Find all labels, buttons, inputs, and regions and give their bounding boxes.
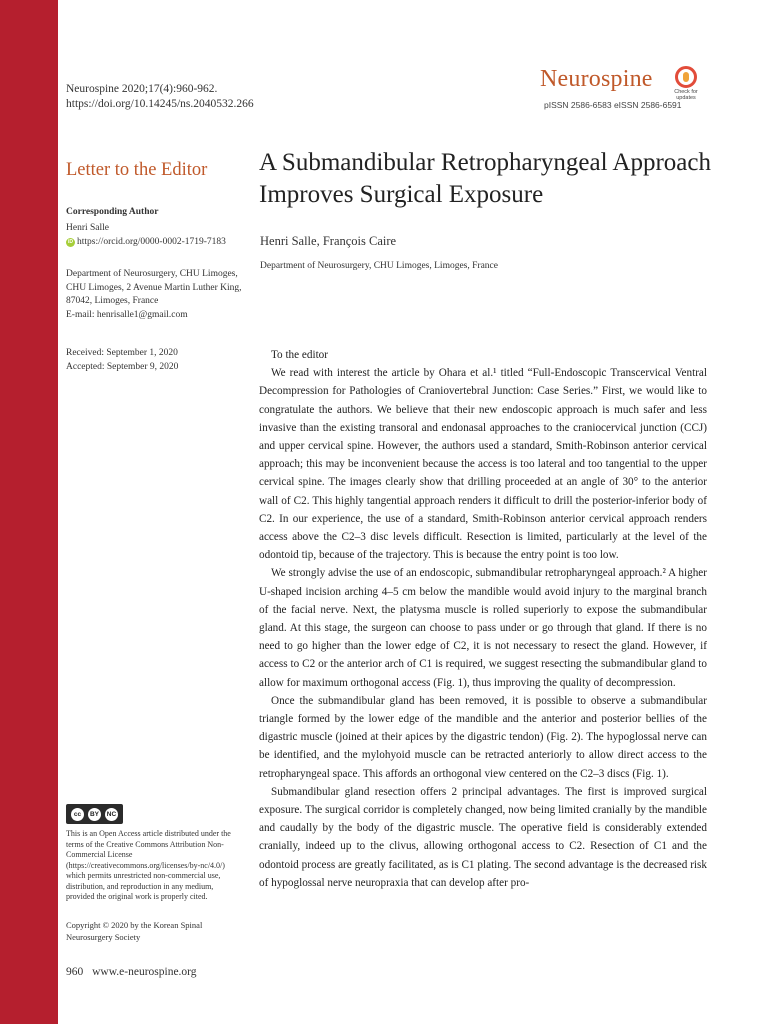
check-updates-icon	[675, 66, 697, 88]
salutation: To the editor	[271, 349, 329, 361]
doi-link[interactable]: https://doi.org/10.14245/ns.2040532.266	[66, 98, 254, 110]
corresponding-address	[66, 268, 242, 322]
author-affiliation: Department of Neurosurgery, CHU Limoges, Limoges, France	[260, 261, 498, 271]
journal-logo-text[interactable]: Neurospine	[540, 66, 653, 92]
author-list: Henri Salle, François Caire	[260, 234, 397, 248]
cc-icon: cc	[71, 808, 84, 821]
received-date: Received: September 1, 2020	[66, 348, 178, 358]
accepted-date: Accepted: September 9, 2020	[66, 362, 179, 372]
page-number: 960	[66, 966, 84, 978]
corresponding-author-heading: Corresponding Author	[66, 207, 159, 217]
nc-icon: NC	[105, 808, 118, 821]
issn-line: pISSN 2586-6583 eISSN 2586-6591	[544, 100, 682, 110]
creative-commons-badge[interactable]	[66, 804, 123, 824]
citation-line: Neurospine 2020;17(4):960-962.	[66, 83, 218, 95]
section-label: Letter to the Editor	[66, 160, 208, 180]
journal-citation	[66, 82, 254, 112]
license-text: This is an Open Access article distributed under the terms of the Creative Commons Attribution Non-Commercial License (https://creativecommons.org/licenses/by-nc/4.0/) which permits unrestricted non-commercial use, distribution, and reproduction in any medium, provided the original work is properly cited.	[66, 829, 231, 901]
orcid-link[interactable]: https://orcid.org/0000-0002-1719-7183	[77, 237, 226, 247]
paragraph-2: We strongly advise the use of an endoscopic, submandibular retropharyngeal approach.² A higher U-shaped incision arching 4–5 cm below the mandible would avoid injury to the marginal branch of the facial nerve. Next, the platysma muscle is rolled superiorly to expose the submandibular gland. At this stage, the surgeon can choose to pass under or go through that gland. If there is no need to go higher than the lower edge of C2, it is not necessary to resect the gland. However, if access to C2 or the anterior arch of C1 is required, we suggest resecting the submandibular gland to allow for maximum orthogonal access (Fig. 1), thus improving the quality of decompression.	[259, 567, 707, 689]
by-icon: BY	[88, 808, 101, 821]
journal-brand	[540, 66, 710, 116]
paragraph-3: Once the submandibular gland has been removed, it is possible to observe a submandibular triangle formed by the lower edge of the mandible and the anterior and posterior bellies of the digastric muscle (joined at their apices by the digastric tendon) (Fig. 2). The hypoglossal nerve can be identified, and the mylohyoid muscle can be retracted anteriorly to allow direct access to the retropharyngeal space. This affords an orthogonal view centered on the C2–3 discs (Fig. 1).	[259, 694, 707, 780]
paragraph-1: We read with interest the article by Ohara et al.¹ titled “Full-Endoscopic Transcervical Ventral Decompression for Pathologies of Craniovertebral Junction: Case Series.” First, we would like to congratulate the authors. We believe that their new endoscopic approach is much safer and less invasive than the existing transoral and endonasal approaches to the craniocervical junction (CCJ) and upper cervical spine. However, the authors used a standard, Smith-Robinson anterior cervical approach; this may be inconvenient because the access is too lateral and too tangential to the upper cervical spine. The images clearly show that drilling proceeded at an angle of 30° to the anterior wall of C2. This highly tangential approach renders it difficult to drill the posterior-inferior body of C2. In our experience, the use of a standard, Smith-Robinson anterior cervical approach renders access above the C2–3 disc levels difficult. Resection is limited, particularly at the level of the odontoid tip, because of the trajectory. This is because the entry point is too low.	[259, 367, 707, 562]
corresponding-author-name: Henri Salle	[66, 223, 110, 233]
orcid-line	[66, 236, 246, 250]
article-body	[259, 346, 707, 892]
page-footer	[66, 966, 197, 978]
side-color-bar	[0, 0, 58, 1024]
article-title: A Submandibular Retropharyngeal Approach Improves Surgical Exposure	[259, 149, 711, 208]
copyright-text: Copyright © 2020 by the Korean Spinal Neurosurgery Society	[66, 920, 203, 942]
orcid-icon: iD	[68, 239, 73, 246]
journal-website-link[interactable]: www.e-neurospine.org	[92, 966, 197, 978]
check-updates-text: Check for updates	[674, 89, 698, 101]
paragraph-4: Submandibular gland resection offers 2 principal advantages. The first is improved surgical exposure. The surgical corridor is completely changed, now being limited cranially by the mandible and caudally by the body of the digastric muscle. The operative field is considerably extended cranially, indeed up to the clivus, allowing orthogonal access to C2. Resection of C1 and the odontoid process are greatly facilitated, as is C1 plating. The second advantage is the decreased risk of hypoglossal nerve neuropraxia that can develop after pro-	[259, 785, 707, 889]
address-text: Department of Neurosurgery, CHU Limoges, CHU Limoges, 2 Avenue Martin Luther King, 87042, Limoges, France	[66, 269, 242, 306]
check-for-updates-badge[interactable]	[668, 66, 704, 106]
email-link[interactable]: E-mail: henrisalle1@gmail.com	[66, 309, 188, 320]
